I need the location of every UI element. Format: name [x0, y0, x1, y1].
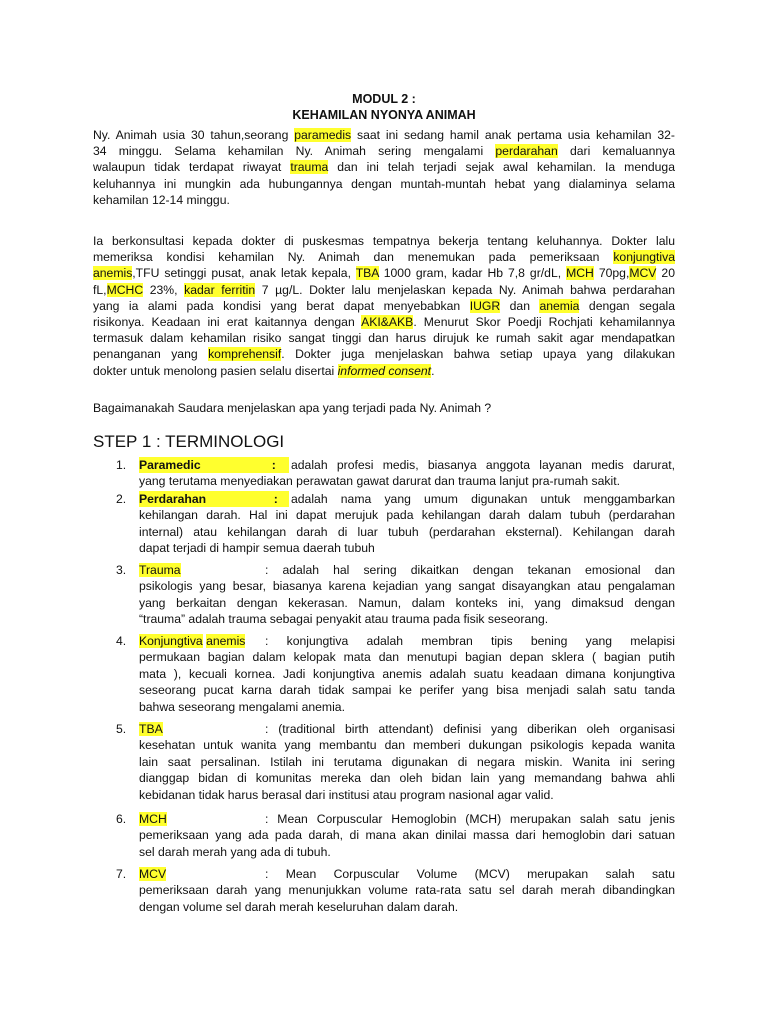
term-definition-line: seseorang pucat karna darah tidak sampai ke perifer yang bisa menjadi salah satu tanda	[139, 683, 675, 698]
term-definition-line: dianggap bidan di komunitas mereka dan oleh bidan lain yang memandang bahwa ahli	[139, 771, 675, 786]
term-row	[117, 866, 675, 882]
highlight-term: Paramedic :	[139, 457, 289, 473]
highlight-term: anemis	[93, 266, 133, 281]
paragraph-line: anemis,TFU setinggi pusat, anak letak kepala, TBA 1000 gram, kadar Hb 7,8 gr/dL, MCH 70pg,MCV 20	[93, 266, 675, 281]
term-row	[117, 562, 675, 578]
term-definition-start: adalah nama yang umum digunakan untuk menggambarkan	[291, 492, 675, 506]
highlight-term: anemia	[539, 298, 580, 313]
term-definition-line: internal) atau kehilangan darah di luar tubuh (perdarahan eksternal). Kehilangan darah	[139, 524, 675, 539]
highlight-term: TBA	[139, 722, 163, 736]
term-definition-line: dapat terjadi di hampir semua daerah tubuh	[139, 541, 375, 556]
term-row	[117, 457, 675, 473]
term-number: 2.	[116, 492, 127, 506]
term-row	[117, 811, 675, 827]
paragraph-line: fL,MCHC 23%, kadar ferritin 7 µg/L. Dokter lalu menjelaskan kepada Ny. Animah bahwa perdarahan	[93, 282, 676, 297]
term-item	[117, 866, 675, 915]
term-number: 1.	[116, 458, 127, 472]
highlight-term: IUGR	[469, 298, 501, 313]
term-definition-start: adalah profesi medis, biasanya anggota layanan medis darurat,	[291, 458, 675, 472]
term-item	[117, 491, 675, 557]
term-label	[139, 866, 166, 882]
term-definition-start: : konjungtiva adalah membran tipis bening yang melapisi	[265, 634, 675, 648]
paragraph-line: termasuk dalam kehamilan risiko sangat tinggi dan harus dirujuk ke rumah sakit agar mendapatkan	[93, 331, 675, 346]
question-text: Bagaimanakah Saudara menjelaskan apa yang terjadi pada Ny. Animah ?	[93, 401, 492, 415]
highlight-term: kadar ferritin	[184, 282, 256, 297]
term-label	[139, 491, 289, 507]
term-definition-start: : adalah hal sering dikaitkan dengan tekanan emosional dan	[265, 563, 675, 577]
term-number: 5.	[116, 722, 127, 736]
highlight-term: Perdarahan :	[139, 491, 289, 507]
term-number: 3.	[116, 563, 127, 577]
highlight-term: MCV	[629, 266, 657, 281]
term-row	[117, 633, 675, 649]
paragraph-line: Ny. Animah usia 30 tahun,seorang paramedis saat ini sedang hamil anak pertama usia kehamilan 32-	[93, 128, 675, 142]
paragraph-line: 34 minggu. Selama kehamilan Ny. Animah sering mengalami perdarahan dari kemaluannya	[93, 144, 675, 159]
highlight-term: MCHC	[106, 282, 144, 297]
term-number: 6.	[116, 812, 127, 826]
case-paragraph-1	[93, 127, 675, 208]
term-item	[117, 811, 675, 860]
term-definition-line: mata ), kecuali kornea. Jadi konjungtiva anemis adalah suatu keadaan dimana konjungtiva	[139, 666, 675, 681]
paragraph-line: memeriksa kondisi kehamilan Ny. Animah dan menemukan pada pemeriksaan konjungtiva	[93, 250, 675, 265]
term-definition-line: psikologis yang besar, biasanya karena kejadian yang sangat disayangkan atau pengalaman	[139, 579, 675, 594]
term-definition-line: “trauma” adalah trauma sebagai penyakit atau trauma pada fisik seseorang.	[139, 612, 549, 627]
term-row	[117, 491, 675, 507]
term-definition-line: permukaan bagian dalam kelopak mata dan menutupi bagian depan sklera ( bagian putih	[139, 650, 675, 665]
highlight-term: MCV	[139, 867, 167, 881]
term-definition-start: : (traditional birth attendant) definisi yang diberikan oleh organisasi	[265, 722, 675, 736]
term-item	[117, 721, 675, 803]
highlight-term: komprehensif	[208, 347, 282, 362]
term-item	[117, 562, 675, 628]
term-row	[117, 721, 675, 737]
highlight-term: Trauma	[139, 563, 181, 577]
term-definition-start: : Mean Corpuscular Volume (MCV) merupakan salah satu	[265, 867, 675, 881]
highlight-term: paramedis	[294, 128, 352, 142]
step-heading: STEP 1 : TERMINOLOGI	[93, 432, 285, 451]
highlight-term: MCH	[566, 266, 594, 281]
highlight-term: AKI&AKB	[361, 314, 414, 329]
highlight-term: anemis	[206, 634, 246, 648]
highlight-term: perdarahan	[495, 144, 558, 159]
paragraph-line: keluhannya ini mungkin ada hubungannya dengan muntah-muntah hebat yang dialaminya selama	[93, 176, 675, 191]
paragraph-line: penanganan yang komprehensif. Dokter juga menjelaskan bahwa setiap upaya yang dilakukan	[93, 347, 675, 362]
term-label	[139, 457, 289, 473]
term-label	[139, 721, 163, 737]
paragraph-line: kehamilan 12-14 minggu.	[93, 192, 230, 207]
term-label	[139, 811, 167, 827]
term-number: 7.	[116, 867, 127, 881]
module-label: MODUL 2 :	[352, 92, 416, 106]
highlight-term: MCH	[139, 812, 167, 826]
term-definition-line: kebidanan tidak harus berasal dari institusi atau program nasional agar valid.	[139, 787, 554, 802]
term-definition-line: pemeriksaan yang ada pada darah, di mana akan dinilai massa dari hemoglobin dari satuan	[139, 828, 675, 843]
highlight-term: konjungtiva	[613, 250, 675, 265]
term-definition-line: yang terutama menyediakan perawatan gawat darurat dan trauma lanjut pra-rumah sakit.	[139, 474, 620, 489]
highlight-term: Konjungtiva	[139, 634, 203, 648]
term-definition-start: : Mean Corpuscular Hemoglobin (MCH) merupakan salah satu jenis	[265, 812, 675, 826]
paragraph-line: Ia berkonsultasi kepada dokter di puskesmas tempatnya bekerja tentang keluhannya. Dokter lalu	[93, 234, 675, 248]
term-number: 4.	[116, 634, 127, 648]
term-item	[117, 457, 675, 490]
term-definition-line: sel darah merah yang ada di tubuh.	[139, 844, 331, 859]
case-paragraph-2	[93, 233, 675, 379]
highlight-term: TBA	[355, 266, 379, 281]
paragraph-line: dokter untuk menolong pasien selalu disertai informed consent.	[93, 363, 435, 378]
term-definition-line: bahwa seseorang mengalami anemia.	[139, 699, 345, 714]
highlight-term: trauma	[290, 160, 329, 175]
term-definition-line: yang berkaitan dengan kekerasan. Namun, dalam konteks ini, yang dimaksud dengan	[139, 595, 675, 610]
paragraph-line: walaupun tidak terdapat riwayat trauma dan ini telah terjadi sejak awal kehamilan. Ia menduga	[93, 160, 675, 175]
term-definition-line: kesehatan untuk wanita yang membantu dan memberi dukungan psikologis kepada wanita	[139, 738, 675, 753]
term-item	[117, 633, 675, 715]
highlight-term: informed consent	[337, 363, 432, 378]
paragraph-line: risikonya. Keadaan ini erat kaitannya dengan AKI&AKB. Menurut Skor Poedji Rochjati kehamilannya	[93, 314, 675, 329]
term-label	[139, 562, 181, 578]
term-label	[139, 633, 245, 649]
paragraph-line: yang ia alami pada kondisi yang berat dapat menyebabkan IUGR dan anemia dengan segala	[93, 298, 675, 313]
document-title: KEHAMILAN NYONYA ANIMAH	[292, 108, 476, 122]
term-definition-line: dengan volume sel darah merah keseluruhan dalam darah.	[139, 899, 459, 914]
term-definition-line: kehilangan darah. Hal ini dapat merujuk pada kehilangan darah dalam tubuh (perdarahan	[139, 508, 675, 523]
term-definition-line: pemeriksaan darah yang menunjukkan volume rata-rata satu sel darah merah dibandingkan	[139, 883, 675, 898]
term-definition-line: lain saat persalinan. Istilah ini terutama digunakan di negara miskin. Wanita ini sering	[139, 754, 675, 769]
